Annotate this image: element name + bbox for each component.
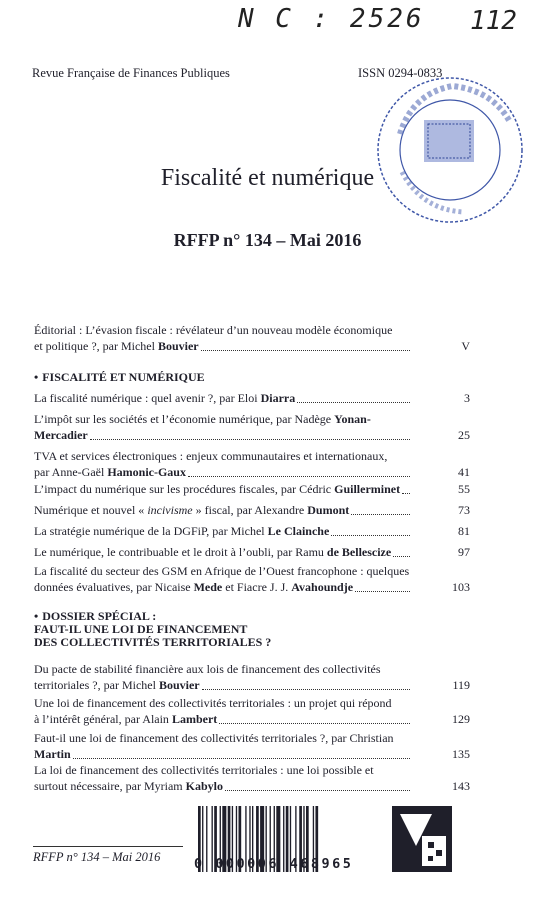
toc-page-number: 25	[458, 428, 470, 442]
toc-entry-text: données évaluatives, par Nicaise	[34, 580, 194, 594]
footer-rule	[33, 846, 183, 847]
toc-entry-author: Le Clainche	[267, 524, 330, 538]
toc-entry-author: Dumont	[307, 503, 350, 517]
section-heading-special	[34, 610, 271, 649]
toc-page-number: 73	[458, 503, 470, 517]
toc-entry-text: territoriales ?, par Michel	[34, 678, 159, 692]
toc-page-number: 55	[458, 482, 470, 496]
toc-entry-text: La stratégie numérique de la DGFiP, par Michel	[34, 524, 268, 538]
toc-entry-text: Le numérique, le contribuable et le droit à l’oubli, par Ramu	[34, 545, 327, 559]
library-stamp	[372, 72, 528, 228]
page-title: Fiscalité et numérique	[160, 165, 375, 191]
section-title: FISCALITÉ ET NUMÉRIQUE	[42, 370, 205, 384]
toc-entry-text: et politique ?, par Michel	[34, 339, 158, 353]
toc-entry-leader-line	[34, 338, 412, 354]
toc-entry-author: Avahoundje	[291, 580, 354, 594]
toc-entry-leader-line	[34, 579, 412, 595]
toc-entry[interactable]	[34, 481, 412, 497]
journal-name: Revue Française de Finances Publiques	[32, 66, 230, 80]
toc-entry[interactable]	[34, 448, 412, 480]
toc-page-number: 103	[452, 580, 470, 594]
toc-page-number: 143	[452, 779, 470, 793]
toc-entry-line	[34, 411, 412, 427]
section-heading	[34, 371, 205, 384]
toc-entry-editorial[interactable]	[34, 322, 412, 354]
toc-entry-text: » fiscal, par Alexandre	[192, 503, 308, 517]
toc-entry-line: Éditorial : L’évasion fiscale : révélateur d’un nouveau modèle économique	[34, 323, 393, 337]
toc-page-number: 41	[458, 465, 470, 479]
toc-entry-leader-line	[34, 711, 412, 727]
section-title: DOSSIER SPÉCIAL :	[42, 609, 157, 623]
toc-entry-line: Une loi de financement des collectivités territoriales : un projet qui répond	[34, 696, 392, 710]
toc-entry[interactable]	[34, 661, 412, 693]
toc-entry-author: de Bellescize	[326, 545, 392, 559]
toc-entry-text: à l’intérêt général, par Alain	[34, 712, 172, 726]
toc-page-number: 97	[458, 545, 470, 559]
footer-issue: RFFP n° 134 – Mai 2016	[33, 850, 161, 864]
toc-entry-author: Bouvier	[157, 339, 199, 353]
toc-page-number: 119	[452, 678, 470, 692]
handwritten-reference: N C : 2526	[238, 4, 425, 34]
toc-entry-author: Lambert	[171, 712, 218, 726]
toc-entry-italic: incivisme	[147, 503, 193, 517]
toc-entry[interactable]	[34, 411, 412, 443]
toc-entry-line: Du pacte de stabilité financière aux lois de financement des collectivités	[34, 662, 381, 676]
toc-entry-text: et Fiacre J. J.	[222, 580, 292, 594]
toc-page-number: 81	[458, 524, 470, 538]
toc-entry-author: Bouvier	[158, 678, 200, 692]
publisher-logo	[392, 806, 452, 872]
toc-entry-line: La loi de financement des collectivités territoriales : une loi possible et	[34, 763, 374, 777]
toc-page-number: 135	[452, 747, 470, 761]
handwritten-number: 112	[470, 6, 517, 36]
toc-entry[interactable]	[34, 523, 412, 539]
toc-page-number: 129	[452, 712, 470, 726]
issn: ISSN 0294-0833	[358, 66, 443, 80]
toc-entry-author: Yonan-	[334, 412, 371, 426]
toc-entry-leader-line	[34, 746, 412, 762]
toc-entry-text: surtout nécessaire, par Myriam	[34, 779, 186, 793]
toc-page-number: V	[461, 339, 470, 353]
toc-page-number: 3	[464, 391, 470, 405]
toc-entry[interactable]	[34, 502, 412, 518]
toc-entry-leader-line	[34, 481, 412, 497]
toc-entry-author: Diarra	[260, 391, 296, 405]
toc-entry-author: Guillerminet	[334, 482, 401, 496]
toc-entry-leader-line	[34, 464, 412, 480]
toc-entry-leader-line	[34, 544, 412, 560]
section-title: DES COLLECTIVITÉS TERRITORIALES ?	[34, 635, 272, 649]
toc-entry-author: Hamonic-Gaux	[107, 465, 186, 479]
barcode-digits: 0 000006 468965	[194, 856, 354, 872]
toc-entry-line: TVA et services électroniques : enjeux communautaires et internationaux,	[34, 449, 388, 463]
toc-entry-line: La fiscalité du secteur des GSM en Afrique de l’Ouest francophone : quelques	[34, 564, 410, 578]
toc-entry[interactable]	[34, 390, 412, 406]
toc-entry[interactable]	[34, 730, 412, 762]
toc-entry-text: L’impôt sur les sociétés et l’économie numérique, par Nadège	[34, 412, 335, 426]
toc-entry-author: Kabylo	[185, 779, 223, 793]
toc-entry-text: par Anne-Gaël	[34, 465, 108, 479]
toc-entry[interactable]	[34, 695, 412, 727]
toc-entry-author: Mercadier	[34, 428, 88, 442]
bullet: •	[34, 370, 39, 384]
bullet: •	[34, 609, 39, 623]
toc-entry-line: Faut-il une loi de financement des collectivités territoriales ?, par Christian	[34, 731, 394, 745]
toc-entry[interactable]	[34, 762, 412, 794]
toc-entry-leader-line	[34, 677, 412, 693]
toc-entry-text: Numérique et nouvel «	[34, 503, 148, 517]
toc-entry-leader-line	[34, 502, 412, 518]
toc-entry-author: Mede	[193, 580, 223, 594]
toc-entry-leader-line	[34, 523, 412, 539]
toc-entry-author: Martin	[34, 747, 71, 761]
toc-entry-text: La fiscalité numérique : quel avenir ?, par Eloi	[34, 391, 261, 405]
toc-entry-text: L’impact du numérique sur les procédures fiscales, par Cédric	[34, 482, 335, 496]
toc-entry[interactable]	[34, 563, 412, 595]
issue-number: RFFP n° 134 – Mai 2016	[173, 230, 362, 250]
toc-entry[interactable]	[34, 544, 412, 560]
section-title: FAUT-IL UNE LOI DE FINANCEMENT	[34, 622, 248, 636]
toc-entry-leader-line	[34, 427, 412, 443]
toc-entry-leader-line	[34, 390, 412, 406]
toc-entry-leader-line	[34, 778, 412, 794]
